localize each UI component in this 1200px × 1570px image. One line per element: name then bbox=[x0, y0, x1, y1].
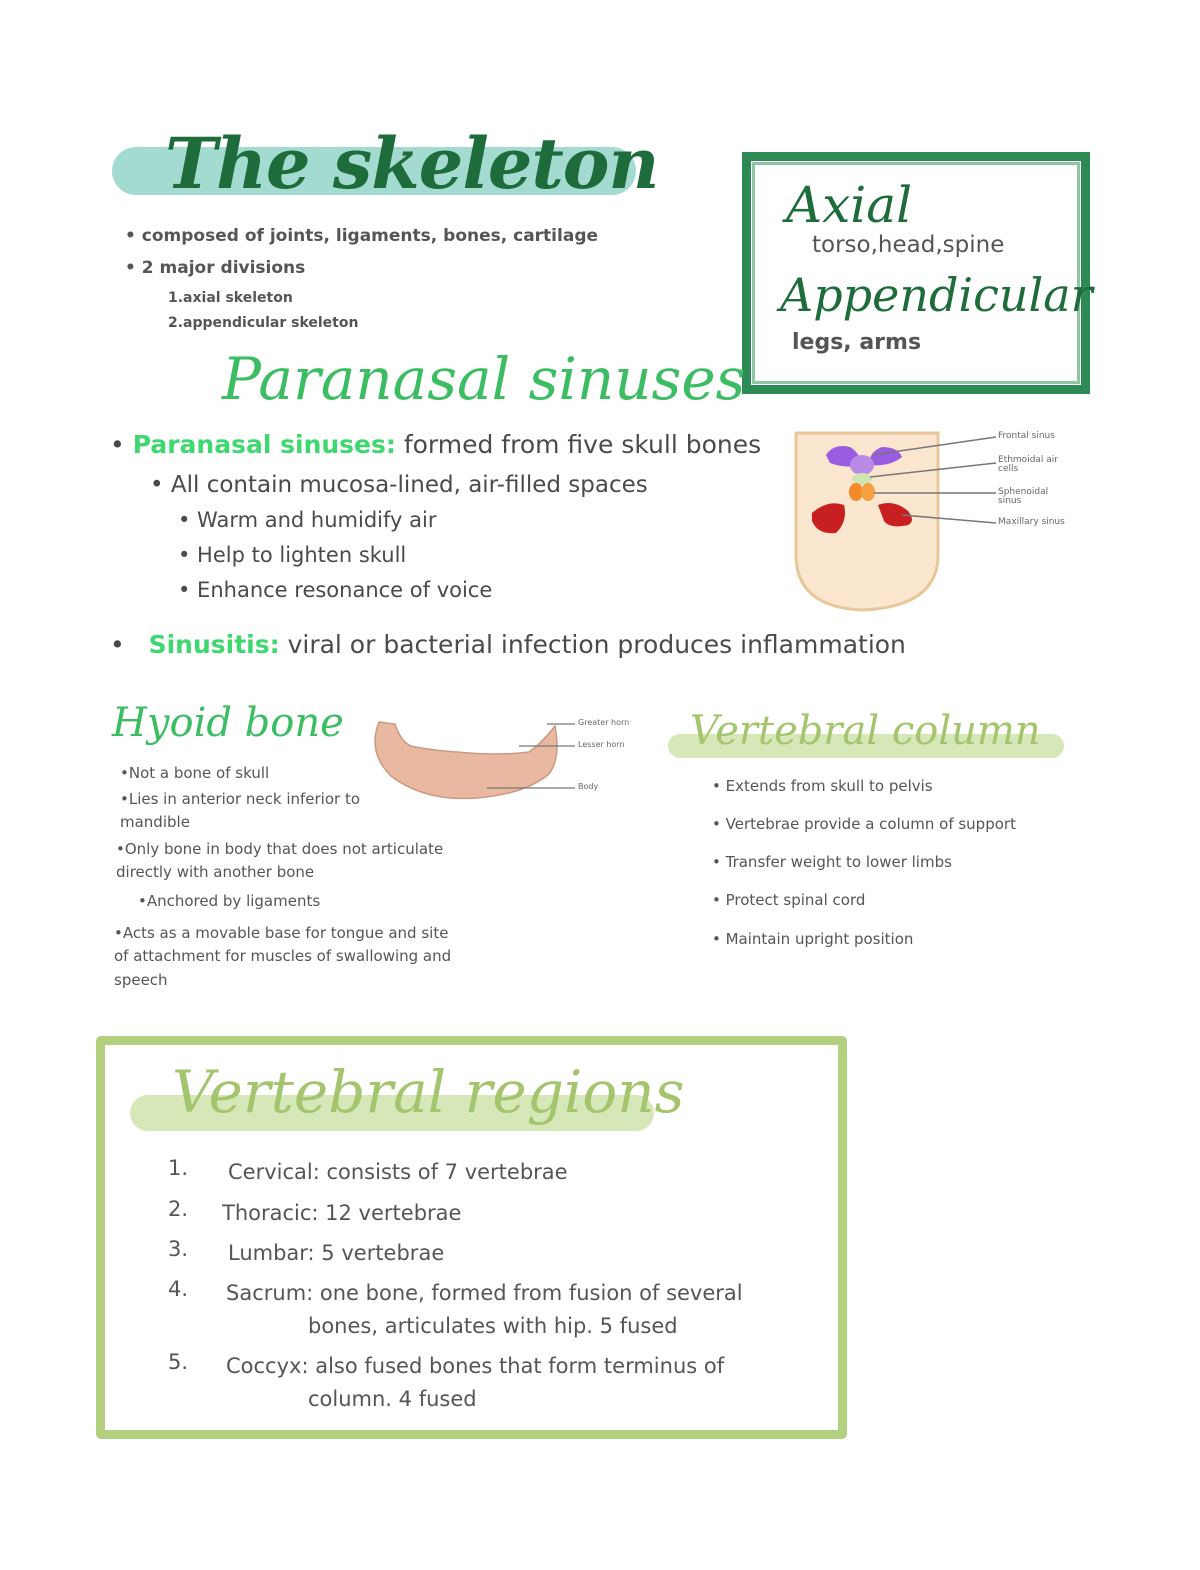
label-sphenoidal-sinus: Sphenoidal sinus bbox=[998, 487, 1049, 507]
region-number: 2. bbox=[168, 1197, 189, 1221]
region-coccyx-line1: Coccyx: also fused bones that form terminus of bbox=[226, 1354, 725, 1378]
region-number: 1. bbox=[168, 1156, 189, 1180]
paranasal-bullet-main: • Paranasal sinuses: formed from five skull bones bbox=[110, 430, 762, 459]
region-coccyx bbox=[226, 1350, 826, 1415]
sphenoidal-sinus-left bbox=[849, 483, 863, 501]
skeleton-bullet-composition: • composed of joints, ligaments, bones, cartilage bbox=[125, 226, 599, 246]
appendicular-description: legs, arms bbox=[792, 330, 922, 355]
vertebral-regions-title: Vertebral regions bbox=[172, 1058, 685, 1126]
sphenoidal-sinus-right bbox=[861, 483, 875, 501]
appendicular-title: Appendicular bbox=[780, 268, 1093, 322]
region-sacrum bbox=[226, 1277, 826, 1342]
region-number: 4. bbox=[168, 1277, 189, 1301]
paranasal-item-lighten: • Help to lighten skull bbox=[178, 543, 407, 567]
hyoid-shape bbox=[375, 722, 557, 799]
label-greater-horn: Greater horn bbox=[578, 718, 630, 727]
hyoid-item: •Only bone in body that does not articulate directly with another bone bbox=[116, 840, 444, 882]
paranasal-item-resonance: • Enhance resonance of voice bbox=[178, 578, 493, 602]
region-number: 3. bbox=[168, 1237, 189, 1261]
paranasal-keyword: Paranasal sinuses: bbox=[132, 430, 396, 459]
region-sacrum-line2: bones, articulates with hip. 5 fused bbox=[308, 1313, 678, 1338]
sinusitis-keyword: Sinusitis: bbox=[148, 630, 280, 659]
hyoid-title: Hyoid bone bbox=[112, 700, 344, 746]
paranasal-item-warm: • Warm and humidify air bbox=[178, 508, 437, 532]
axial-description: torso,head,spine bbox=[812, 232, 1005, 258]
hyoid-item: •Acts as a movable base for tongue and site of attachment for muscles of swallowing and speech bbox=[114, 924, 452, 989]
label-maxillary-sinus: Maxillary sinus bbox=[998, 517, 1065, 527]
region-cervical: Cervical: consists of 7 vertebrae bbox=[228, 1160, 568, 1184]
region-sacrum-line1: Sacrum: one bone, formed from fusion of several bbox=[226, 1281, 743, 1305]
label-lesser-horn: Lesser horn bbox=[578, 740, 625, 749]
skeleton-sub-axial: 1.axial skeleton bbox=[168, 290, 293, 306]
sinusitis-bullet: • Sinusitis: viral or bacterial infection produces inflammation bbox=[110, 630, 906, 659]
hyoid-item: •Anchored by ligaments bbox=[138, 892, 321, 910]
vertebral-column-item: • Extends from skull to pelvis bbox=[712, 777, 933, 795]
vertebral-column-item: • Maintain upright position bbox=[712, 930, 914, 948]
region-number: 5. bbox=[168, 1350, 189, 1374]
frontal-sinus-center bbox=[850, 455, 874, 475]
skeleton-sub-appendicular: 2.appendicular skeleton bbox=[168, 315, 359, 331]
skeleton-bullet-divisions: • 2 major divisions bbox=[125, 258, 306, 278]
region-coccyx-line2: column. 4 fused bbox=[308, 1386, 477, 1411]
paranasal-bullet-mucosa: • All contain mucosa-lined, air-filled spaces bbox=[150, 472, 648, 498]
skeleton-title: The skeleton bbox=[165, 122, 659, 205]
vertebral-column-item: • Vertebrae provide a column of support bbox=[712, 815, 1016, 833]
region-lumbar: Lumbar: 5 vertebrae bbox=[228, 1241, 445, 1265]
axial-title: Axial bbox=[786, 176, 913, 234]
hyoid-item: •Lies in anterior neck inferior to mandible bbox=[120, 790, 361, 832]
vertebral-column-item: • Protect spinal cord bbox=[712, 891, 866, 909]
vertebral-column-item: • Transfer weight to lower limbs bbox=[712, 853, 952, 871]
label-ethmoidal-air-cells: Ethmoidal air cells bbox=[998, 455, 1058, 475]
paranasal-title: Paranasal sinuses bbox=[222, 345, 746, 413]
label-frontal-sinus: Frontal sinus bbox=[998, 431, 1055, 441]
hyoid-item: •Not a bone of skull bbox=[120, 764, 270, 782]
region-thoracic: Thoracic: 12 vertebrae bbox=[222, 1201, 462, 1225]
paranasal-bullet-text: formed from five skull bones bbox=[395, 430, 762, 459]
sinusitis-text: viral or bacterial infection produces inflammation bbox=[279, 630, 906, 659]
vertebral-column-title: Vertebral column bbox=[690, 708, 1041, 754]
label-body: Body bbox=[578, 782, 599, 791]
